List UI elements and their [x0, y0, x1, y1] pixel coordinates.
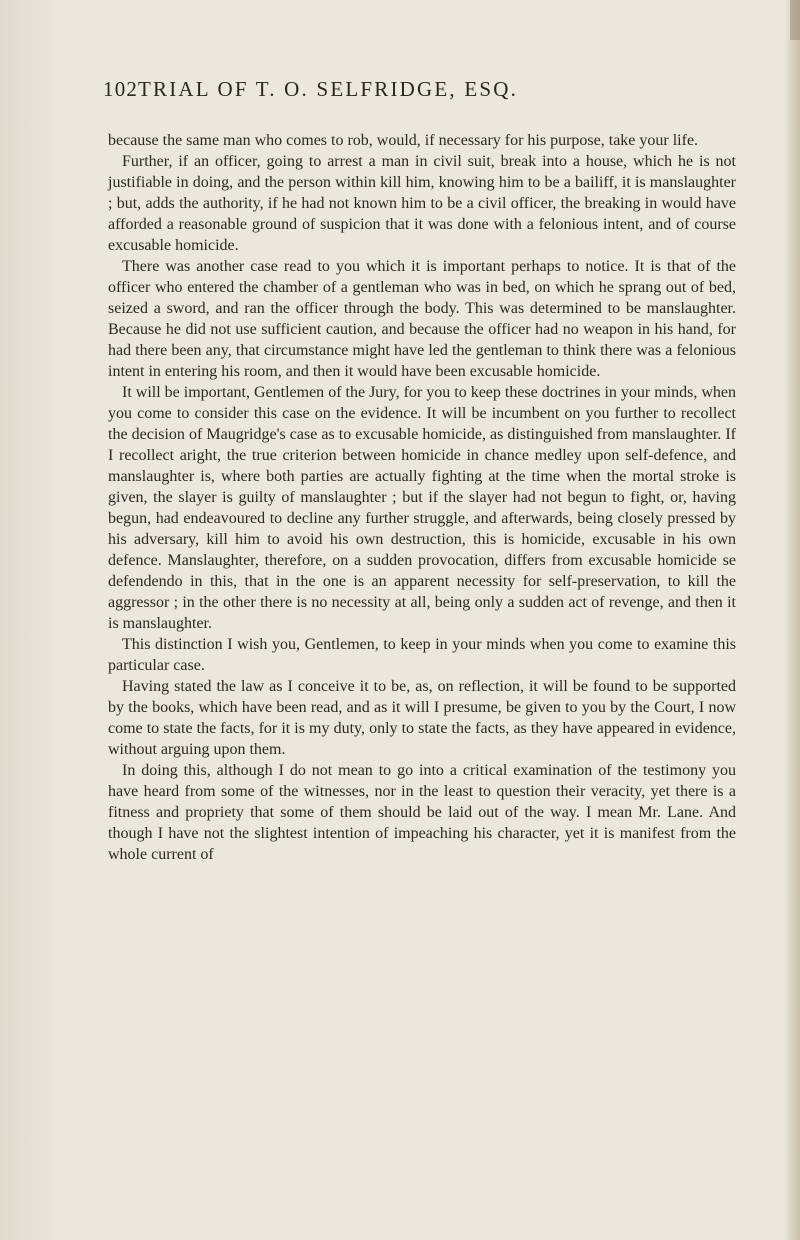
- paragraph: There was another case read to you which it is important perhaps to notice. It is that of the officer who entered the chamber of a gentleman who was in bed, on which he sprang out of bed, seized a sword, and ran the officer through the body. This was determined to be manslaughter. Because he did not use sufficient caution, and because the officer had no weapon in his hand, for had there been any, that circumstance might have led the gentleman to think there was a felonious intent in entering his room, and then it would have been excusable homicide.: [108, 258, 736, 380]
- paragraph: It will be important, Gentlemen of the Jury, for you to keep these doctrines in your minds, when you come to consider this case on the evidence. It will be incumbent on you further to recollect the decision of Maugridge's case as to excusable homicide, as distinguished from manslaughter. If I recollect aright, the true criterion between homicide in chance medley upon self-defence, and manslaughter is, where both parties are actually fighting at the time when the mortal stroke is given, the slayer is guilty of manslaughter ; but if the slayer had not begun to fight, or, having begun, had endeavoured to decline any further struggle, and afterwards, being closely pressed by his adversary, kill him to avoid his own destruction, this is homicide, excusable in his own defence. Manslaughter, therefore, on a sudden provocation, differs from excusable homicide se defendendo in this, that in the one is an apparent necessity for self-preservation, to kill the aggressor ; in the other there is no necessity at all, being only a sudden act of revenge, and then it is manslaughter.: [108, 384, 736, 632]
- page-corner-mark: [790, 0, 800, 40]
- paragraph: In doing this, although I do not mean to go into a critical examination of the testimony you have heard from some of the witnesses, nor in the least to question their veracity, yet there is a fitness and propriety that some of them should be laid out of the way. I mean Mr. Lane. And though I have not the slightest intention of impeaching his character, yet it is manifest from the whole current of: [108, 762, 736, 863]
- paragraph: Further, if an officer, going to arrest a man in civil suit, break into a house, which he is not justifiable in doing, and the person within kill him, knowing him to be a bailiff, it is manslaughter ; but, adds the authority, if he had not known him to be a civil officer, the breaking in would have afforded a reasonable ground of suspicion that it was done with a felonious intent, and of course excusable homicide.: [108, 153, 736, 254]
- page-edge-shading-left: [0, 0, 60, 1240]
- body-text: [108, 130, 736, 865]
- paragraph: This distinction I wish you, Gentlemen, to keep in your minds when you come to examine this particular case.: [108, 636, 736, 674]
- paragraph: Having stated the law as I conceive it to be, as, on reflection, it will be found to be supported by the books, which have been read, and as it will I presume, be given to you by the Court, I now come to state the facts, for it is my duty, only to state the facts, as they have appeared in evidence, without arguing upon them.: [108, 678, 736, 758]
- running-title: TRIAL OF T. O. SELFRIDGE, ESQ.: [138, 77, 519, 101]
- page-edge-shading-right: [784, 0, 800, 1240]
- paragraph: because the same man who comes to rob, would, if necessary for his purpose, take your life.: [108, 132, 699, 149]
- page-header: [103, 77, 703, 107]
- page-number: 102: [103, 77, 139, 101]
